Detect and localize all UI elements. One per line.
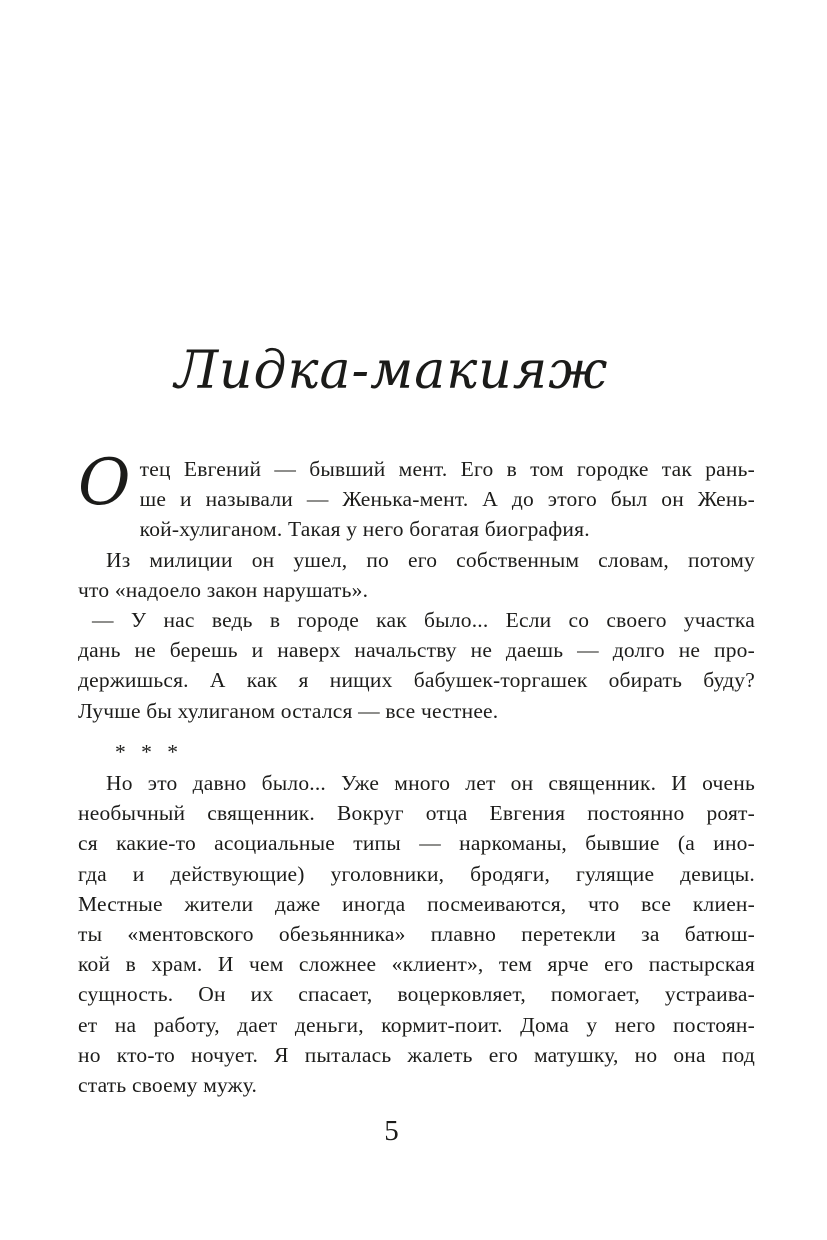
text-line: кой-хулиганом. Такая у него богатая биография. [139, 517, 590, 542]
body-text [78, 446, 755, 1100]
text-line: тец Евгений — бывший мент. Его в том городке так рань- [139, 457, 755, 481]
text-line: кой в храм. И чем сложнее «клиент», тем ярче его пастырская [78, 952, 755, 977]
text-line: но кто-то ночует. Я пыталась жалеть его матушку, но она под [78, 1042, 755, 1067]
text-line: ты «ментовского обезьянника» плавно перетекли за батюш- [78, 922, 755, 947]
text-line: держишься. А как я нищих бабушек-торгашек обирать буду? [78, 668, 755, 693]
text-line: что «надоело закон нарушать». [78, 577, 369, 602]
text-line: ше и называли — Женька-мент. А до этого был он Жень- [139, 487, 755, 512]
text-line: сущность. Он их спасает, воцерковляет, помогает, устраива- [78, 982, 755, 1007]
text-line: Лучше бы хулиганом остался — все честнее. [78, 698, 499, 723]
paragraph-dialogue [78, 605, 755, 726]
text-line: Местные жители даже иногда посмеиваются, что все клиен- [78, 891, 755, 916]
text-line: ет на работу, дает деньги, кормит-поит. Дома у него постоян- [78, 1012, 755, 1037]
drop-cap: О [78, 446, 131, 520]
text-line: дань не берешь и наверх начальству не даешь — долго не про- [78, 638, 755, 663]
text-line: необычный священник. Вокруг отца Евгения постоянно роят- [78, 801, 755, 826]
chapter-title: Лидка-макияж [174, 341, 609, 401]
text-line: Из милиции он ушел, по его собственным словам, потому [106, 547, 755, 572]
text-line: гда и действующие) уголовники, бродяги, гулящие девицы. [78, 861, 755, 886]
text-line: Но это давно было... Уже много лет он священник. И очень [106, 771, 755, 796]
text-line: — У нас ведь в городе как было... Если со своего участка [92, 608, 755, 633]
text-line: стать своему мужу. [78, 1073, 258, 1098]
paragraph-militia [78, 545, 755, 605]
page-number: 5 [384, 1115, 399, 1147]
text-line: ся какие-то асоциальные типы — наркоманы, бывшие (а ино- [78, 831, 755, 856]
paragraph-priest [78, 768, 755, 1100]
paragraph-opening [78, 446, 755, 545]
section-separator: * * * [115, 739, 183, 764]
